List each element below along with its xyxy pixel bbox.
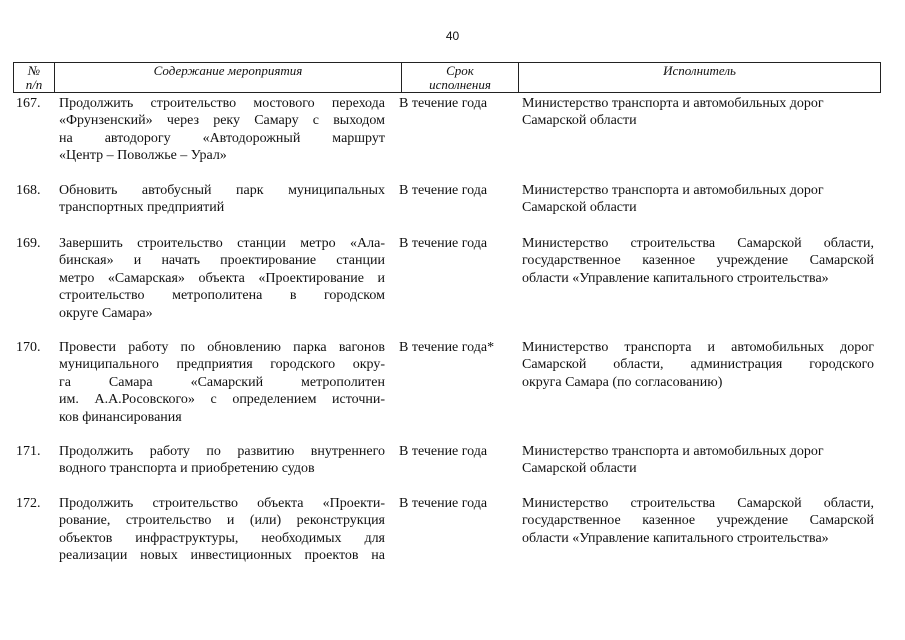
row-number: 171.	[16, 444, 41, 459]
table-header	[13, 62, 881, 93]
header-number: № п/п	[14, 63, 55, 92]
row-number: 172.	[16, 496, 41, 511]
header-content: Содержание мероприятия	[55, 63, 402, 92]
page-number: 40	[445, 29, 460, 43]
row-executor: Министерство транспорта и автомобильных дорог Самарской области	[522, 96, 824, 129]
row-number: 168.	[16, 183, 41, 198]
row-content: Обновить автобусный парк муниципальных транспортных предприятий	[59, 183, 385, 216]
row-content: Завершить строительство станции метро «Ала- бинская» и начать проектирование станции метро «Самарская» объекта «Проектирование и строительство метрополитена в городском округе Самара»	[59, 236, 385, 321]
row-executor: Министерство транспорта и автомобильных дорог Самарской области	[522, 183, 824, 216]
row-executor: Министерство транспорта и автомобильных дорог Самарской области, администрация городского округа Самара (по согласованию)	[522, 340, 874, 390]
header-term: Срок исполнения	[402, 63, 519, 92]
row-term: В течение года	[399, 183, 488, 198]
row-executor: Министерство транспорта и автомобильных дорог Самарской области	[522, 444, 824, 477]
row-executor: Министерство строительства Самарской области, государственное казенное учреждение Самарской области «Управление капитального строительства»	[522, 496, 874, 546]
row-content: Провести работу по обновлению парка вагонов муниципального предприятия городского окру- га Самара «Самарский метрополитен им. А.А.Росовского» с определением источни- ков финансирования	[59, 340, 385, 425]
row-executor: Министерство строительства Самарской области, государственное казенное учреждение Самарской области «Управление капитального строительства»	[522, 236, 874, 286]
row-number: 167.	[16, 96, 41, 111]
row-term: В течение года	[399, 236, 488, 251]
row-term: В течение года	[399, 96, 488, 111]
row-term: В течение года	[399, 496, 488, 511]
row-content: Продолжить работу по развитию внутреннего водного транспорта и приобретению судов	[59, 444, 385, 477]
row-content: Продолжить строительство объекта «Проекти- рование, строительство и (или) реконструкция объектов инфраструктуры, необходимых для реализации новых инвестиционных проектов на	[59, 496, 385, 564]
row-term: В течение года*	[399, 340, 495, 355]
row-content: Продолжить строительство мостового перехода «Фрунзенский» через реку Самару с выходом на автодорогу «Автодорожный маршрут «Центр – Поволжье – Урал»	[59, 96, 385, 164]
row-number: 170.	[16, 340, 41, 355]
row-number: 169.	[16, 236, 41, 251]
row-term: В течение года	[399, 444, 488, 459]
header-executor: Исполнитель	[663, 63, 736, 78]
